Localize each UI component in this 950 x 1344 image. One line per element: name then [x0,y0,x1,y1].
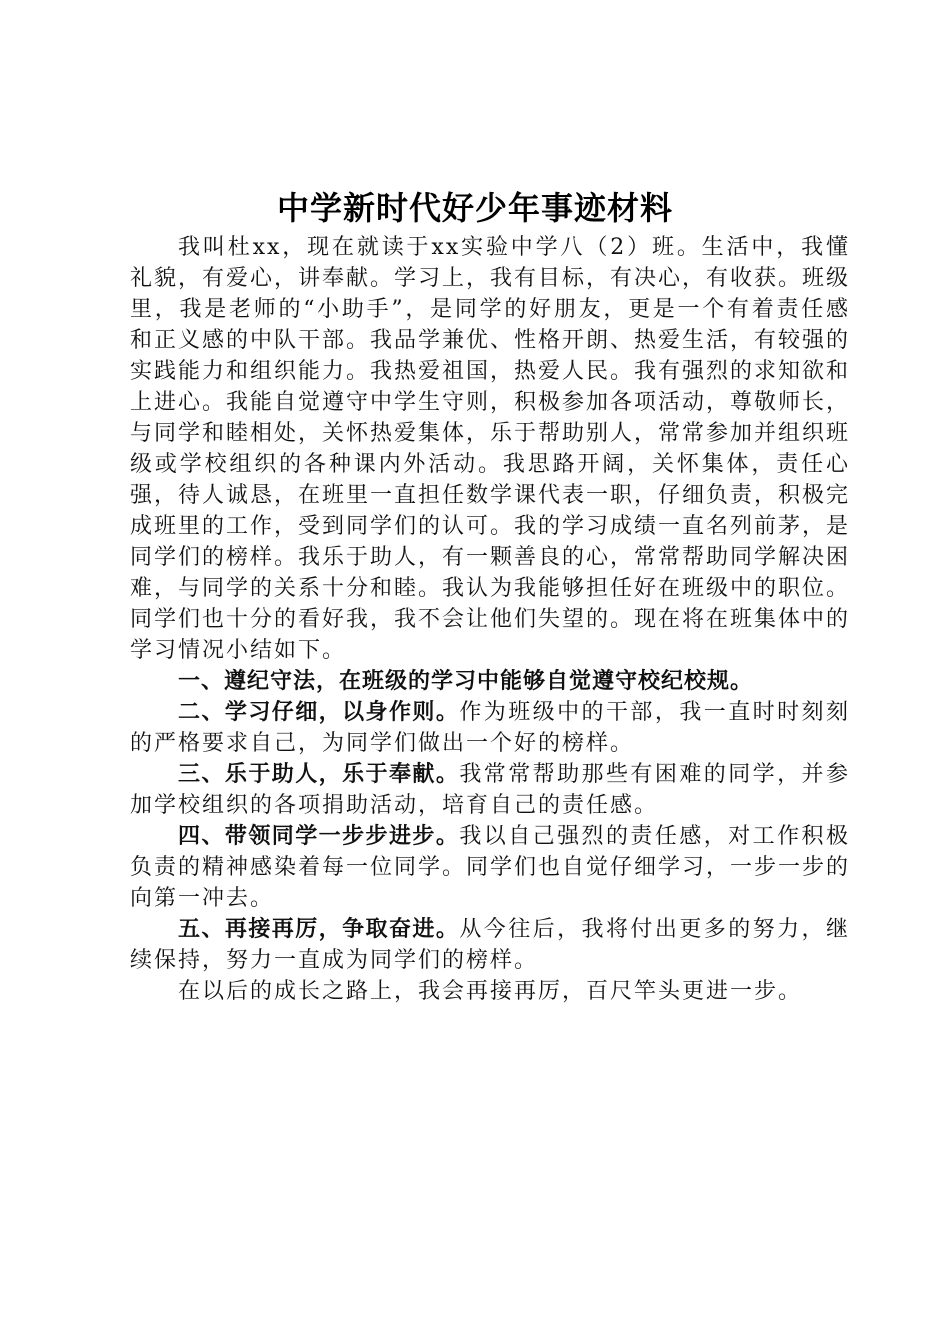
section-paragraph-1 [130,666,850,697]
section-heading-2: 二、学习仔细，以身作则。 [178,700,460,725]
section-paragraph-5 [130,914,850,976]
section-heading-4: 四、带领同学一步步进步。 [178,824,460,849]
section-paragraph-3 [130,759,850,821]
section-text-4: 我以自己强烈的责任感，对工作积极负责的精神感染着每一位同学。同学们也自觉仔细学习，一步一步的向第一冲去。 [130,824,851,911]
document-title: 中学新时代好少年事迹材料 [276,189,673,227]
document-body [130,232,850,1007]
intro-paragraph: 我叫杜xx，现在就读于xx实验中学八（2）班。生活中，我懂礼貌，有爱心，讲奉献。学习上，我有目标，有决心，有收获。班级里，我是老师的“小助手”，是同学的好朋友，更是一个有着责任感和正义感的中队干部。我品学兼优、性格开朗、热爱生活，有较强的实践能力和组织能力。我热爱祖国，热爱人民。我有强烈的求知欲和上进心。我能自觉遵守中学生守则，积极参加各项活动，尊敬师长，与同学和睦相处，关怀热爱集体，乐于帮助别人，常常参加并组织班级或学校组织的各种课内外活动。我思路开阔，关怀集体，责任心强，待人诚恳，在班里一直担任数学课代表一职，仔细负责，积极完成班里的工作，受到同学们的认可。我的学习成绩一直名列前茅，是同学们的榜样。我乐于助人，有一颗善良的心，常常帮助同学解决困难，与同学的关系十分和睦。我认为我能够担任好在班级中的职位。同学们也十分的看好我，我不会让他们失望的。现在将在班集体中的学习情况小结如下。 [130,235,851,663]
section-heading-1: 一、遵纪守法，在班级的学习中能够自觉遵守校纪校规。 [178,669,754,694]
section-text-3: 我常常帮助那些有困难的同学，并参加学校组织的各项捐助活动，培育自己的责任感。 [130,762,850,818]
section-text-2: 作为班级中的干部，我一直时时刻刻的严格要求自己，为同学们做出一个好的榜样。 [130,700,850,756]
closing-paragraph: 在以后的成长之路上，我会再接再厉，百尺竿头更进一步。 [178,979,803,1004]
section-heading-3: 三、乐于助人，乐于奉献。 [178,762,460,787]
section-heading-5: 五、再接再厉，争取奋进。 [178,917,460,942]
section-paragraph-2 [130,697,850,759]
section-paragraph-4 [130,821,850,914]
section-text-5: 从今往后，我将付出更多的努力，继续保持，努力一直成为同学们的榜样。 [130,917,850,973]
